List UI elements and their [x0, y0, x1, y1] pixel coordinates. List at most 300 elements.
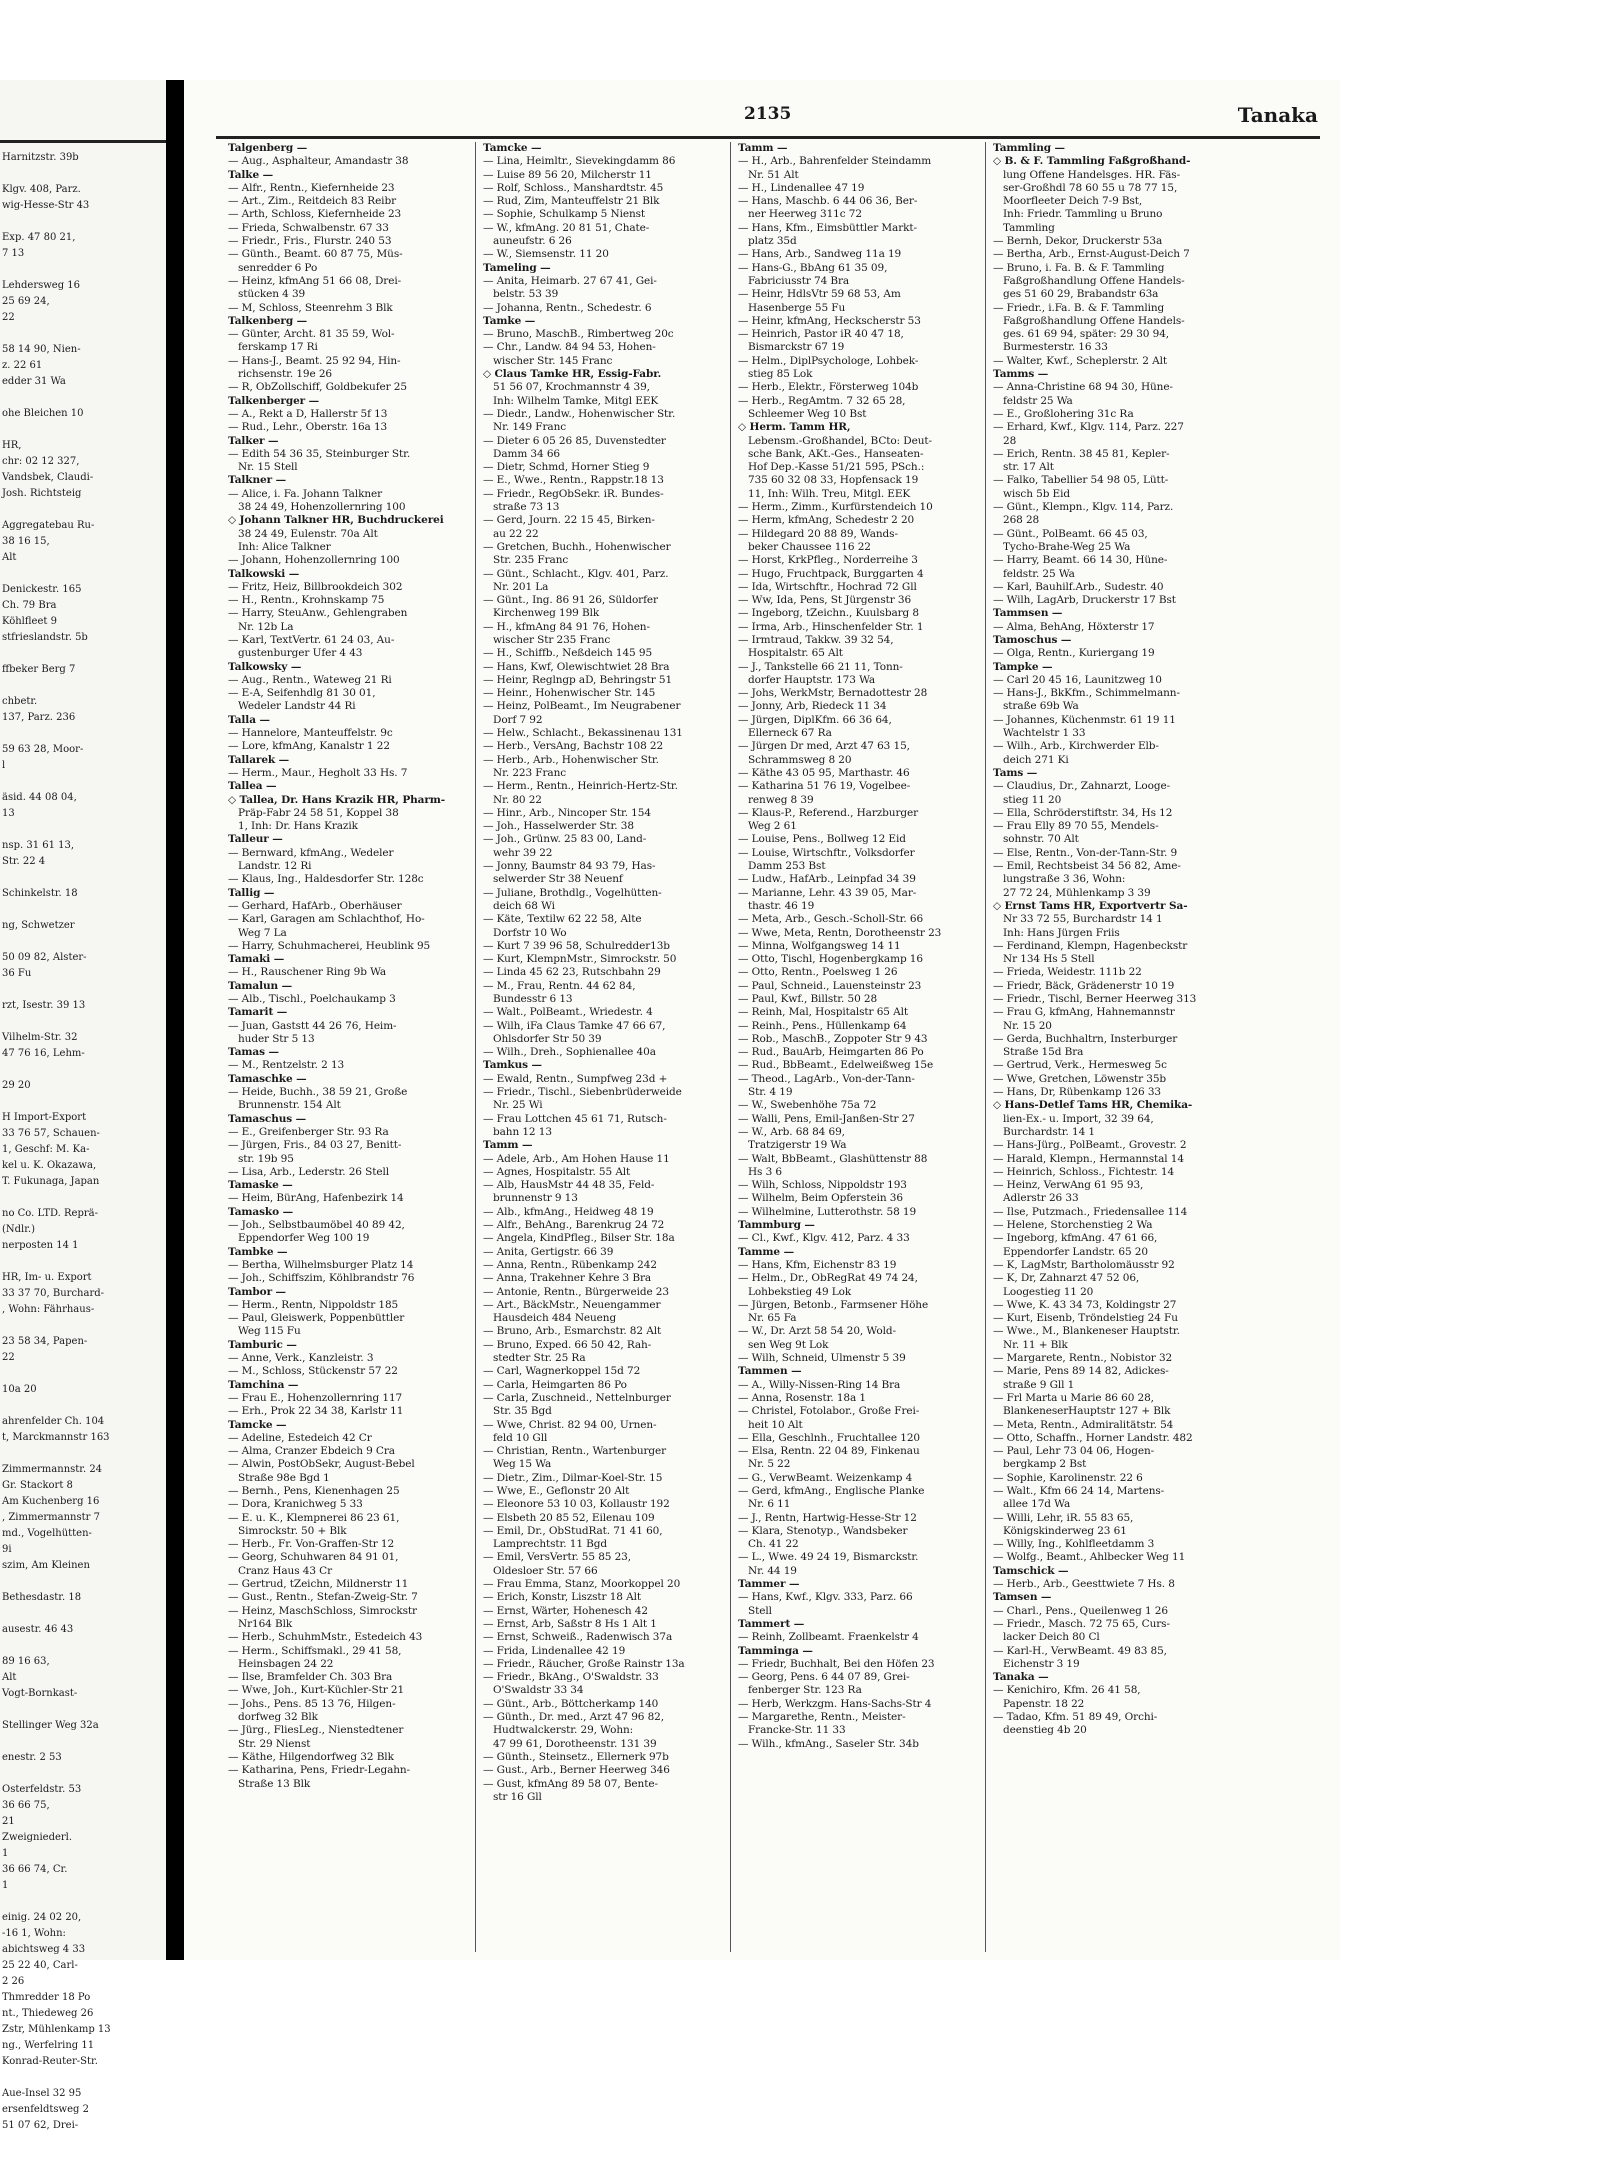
left-page-line: Am Kuchenberg 16 [2, 1496, 100, 1507]
directory-entry: — Chr., Landw. 84 94 53, Hohen- [483, 341, 656, 354]
directory-entry: platz 35d [748, 235, 797, 248]
left-page-line: 13 [2, 808, 15, 819]
directory-entry: — Rob., MaschB., Zoppoter Str 9 43 [738, 1032, 928, 1045]
left-page-line: Aue-Insel 32 95 [2, 2088, 82, 2099]
directory-entry: — Herb., RegAmtm. 7 32 65 28, [738, 394, 906, 407]
directory-entry: Nr. 12b La [238, 620, 294, 633]
directory-entry: — Herb., Arb., Hohenwischer Str. [483, 753, 659, 766]
directory-entry: sohnstr. 70 Alt [1003, 833, 1079, 846]
directory-entry: — Harry, SteuAnw., Gehlengraben [228, 607, 408, 620]
directory-entry: — Ilse, Putzmach., Friedensallee 114 [993, 1205, 1188, 1218]
directory-entry: stieg 85 Lok [748, 368, 813, 381]
left-page-line: rzt, Isestr. 39 13 [2, 1000, 86, 1011]
directory-entry: — Bertha, Wilhelmsburger Platz 14 [228, 1258, 414, 1271]
left-page-line: 10a 20 [2, 1384, 37, 1395]
directory-entry: — Bernh, Dekor, Druckerstr 53a [993, 235, 1163, 248]
directory-entry: Hudtwalckerstr. 29, Wohn: [493, 1724, 634, 1737]
left-page-header-rule [0, 140, 166, 143]
directory-entry: — Otto, Rentn., Poelsweg 1 26 [738, 966, 898, 979]
directory-entry: — Käthe, Hilgendorfweg 32 Blk [228, 1750, 394, 1763]
directory-entry: — Helm., Dr., ObRegRat 49 74 24, [738, 1272, 918, 1285]
directory-entry: — Jonny, Baumstr 84 93 79, Has- [483, 860, 656, 873]
directory-entry: — Lore, kfmAng, Kanalstr 1 22 [228, 740, 390, 753]
directory-entry: deich 68 Wi [493, 899, 555, 912]
firm-entry: ◇ Johann Talkner HR, Buchdruckerei [228, 514, 444, 527]
left-page-line: Alt [2, 552, 17, 563]
surname-heading: Tamkus — [483, 1059, 542, 1072]
left-page-text [0, 150, 166, 2134]
directory-entry: Hausdeich 484 Neueng [493, 1312, 617, 1325]
directory-entry: — E. u. K., Klempnerei 86 23 61, [228, 1511, 400, 1524]
left-page-line [0, 678, 166, 694]
directory-entry: — Luise 89 56 20, Milcherstr 11 [483, 168, 652, 181]
directory-entry: 28 [1003, 434, 1017, 447]
directory-entry: — Gerda, Buchhaltrn, Insterburger [993, 1032, 1178, 1045]
directory-entry: — Wilhelm, Beim Opferstein 36 [738, 1192, 903, 1205]
left-page-line: Zimmermannstr. 24 [2, 1464, 103, 1475]
directory-entry: — Hannelore, Manteuffelstr. 9c [228, 727, 393, 740]
directory-entry: Nr. 11 + Blk [1003, 1338, 1068, 1351]
directory-entry: — Rud., Lehr., Oberstr. 16a 13 [228, 421, 388, 434]
left-page-line: Alt [2, 1672, 17, 1683]
directory-entry: — Herm., Zimm., Kurfürstendeich 10 [738, 501, 933, 514]
surname-heading: Tamme — [738, 1245, 794, 1258]
directory-entry: — Frl Marta u Marie 86 60 28, [993, 1391, 1154, 1404]
directory-entry: — Friedr, Buchhalt, Bei den Höfen 23 [738, 1657, 935, 1670]
left-page-line: 36 66 75, [2, 1800, 50, 1811]
directory-entry: — H., Arb., Bahrenfelder Steindamm [738, 155, 932, 168]
left-page-line: Vilhelm-Str. 32 [2, 1032, 78, 1043]
directory-entry: Straße 13 Blk [238, 1777, 311, 1790]
directory-entry: — H., kfmAng 84 91 76, Hohen- [483, 620, 650, 633]
directory-entry: — A., Rekt a D, Hallerstr 5f 13 [228, 407, 388, 420]
left-page-line: , Wohn: Fährhaus- [2, 1304, 95, 1315]
directory-entry: — Herb., VersAng, Bachstr 108 22 [483, 740, 664, 753]
left-page-line: 23 58 34, Papen- [2, 1336, 88, 1347]
directory-entry: — Christian, Rentn., Wartenburger [483, 1445, 667, 1458]
left-page-line [0, 1574, 166, 1590]
directory-entry: — Carl, Wagnerkoppel 15d 72 [483, 1365, 641, 1378]
directory-entry: — Hugo, Fruchtpack, Burggarten 4 [738, 567, 924, 580]
directory-entry: — Marianne, Lehr. 43 39 05, Mar- [738, 886, 917, 899]
left-page-line [0, 1446, 166, 1462]
directory-entry: — Anita, Heimarb. 27 67 41, Gei- [483, 274, 657, 287]
directory-entry: — Ferdinand, Klempn, Hagenbeckstr [993, 939, 1188, 952]
surname-heading: Tamaske — [228, 1179, 293, 1192]
directory-entry: Nr. 5 22 [748, 1458, 791, 1471]
directory-entry: Schrammsweg 8 20 [748, 753, 852, 766]
directory-entry: Inh: Hans Jürgen Friis [1003, 926, 1120, 939]
directory-entry: — Karl, Garagen am Schlachthof, Ho- [228, 913, 425, 926]
directory-entry: Königskinderweg 23 61 [1003, 1524, 1127, 1537]
left-page-line: Osterfeldstr. 53 [2, 1784, 82, 1795]
directory-entry: Inh: Wilhelm Tamke, Mitgl EEK [493, 394, 659, 407]
directory-entry: — Heinrich, Schloss., Fichtestr. 14 [993, 1165, 1175, 1178]
directory-entry: — Irma, Arb., Hinschenfelder Str. 1 [738, 620, 924, 633]
directory-entry: Tammling [1003, 221, 1055, 234]
directory-entry: Faßgroßhandlung Offene Handels- [1003, 314, 1185, 327]
left-page-line [0, 774, 166, 790]
directory-entry: — Klaus, Ing., Haldesdorfer Str. 128c [228, 873, 424, 886]
directory-entry: — Diedr., Landw., Hohenwischer Str. [483, 407, 676, 420]
left-page-line: ersenfeldtsweg 2 [2, 2104, 89, 2115]
directory-entry: — Hans, Kwf, Olewischtwiet 28 Bra [483, 660, 670, 673]
surname-heading: Tamaschus — [228, 1112, 307, 1125]
directory-entry: — Bruno, Arb., Esmarchstr. 82 Alt [483, 1325, 662, 1338]
directory-entry: — A., Willy-Nissen-Ring 14 Bra [738, 1378, 901, 1391]
directory-entry: Loogestieg 11 20 [1003, 1285, 1094, 1298]
left-page-line: (Ndlr.) [2, 1224, 36, 1235]
left-page-line: äsid. 44 08 04, [2, 792, 77, 803]
directory-entry: — H., Rauschener Ring 9b Wa [228, 966, 387, 979]
directory-entry: — Adeline, Estedeich 42 Cr [228, 1431, 372, 1444]
directory-entry: — Lina, Heimltr., Sievekingdamm 86 [483, 155, 676, 168]
directory-entry: Wedeler Landstr 44 Ri [238, 700, 356, 713]
left-page-line: 51 07 62, Drei- [2, 2120, 79, 2131]
directory-entry: — Heinr, kfmAng, Heckscherstr 53 [738, 314, 921, 327]
directory-entry: — Wolfg., Beamt., Ahlbecker Weg 11 [993, 1551, 1186, 1564]
directory-entry: — Olga, Rentn., Kuriergang 19 [993, 647, 1155, 660]
firm-entry: ◇ B. & F. Tammling Faßgroßhand- [993, 155, 1191, 168]
surname-heading: Tamm — [483, 1139, 533, 1152]
left-page-line: Gr. Stackort 8 [2, 1480, 73, 1491]
directory-entry: Nr 134 Hs 5 Stell [1003, 953, 1095, 966]
surname-heading: Tamm — [738, 142, 788, 154]
directory-entry: — Hinr., Arb., Nincoper Str. 154 [483, 806, 651, 819]
directory-entry: Tycho-Brahe-Weg 25 Wa [1003, 540, 1131, 553]
directory-entry: Nr164 Blk [238, 1617, 293, 1630]
surname-heading: Tamchina — [228, 1378, 299, 1391]
left-page-line: no Co. LTD. Reprä- [2, 1208, 98, 1219]
directory-entry: lungstraße 3 36, Wohn: [1003, 873, 1126, 886]
directory-entry: — Heide, Buchh., 38 59 21, Große [228, 1086, 408, 1099]
firm-entry: ◇ Tallea, Dr. Hans Krazik HR, Pharm- [228, 793, 446, 806]
left-page-line: 36 66 74, Cr. [2, 1864, 68, 1875]
directory-entry: — Emil, Rechtsbeist 34 56 82, Ame- [993, 860, 1181, 873]
left-page-line: nt., Thiedeweg 26 [2, 2008, 94, 2019]
left-page-line [0, 502, 166, 518]
directory-entry: ges 51 60 29, Brabandstr 63a [1003, 288, 1159, 301]
surname-heading: Talkner — [228, 474, 286, 487]
left-page-line: wig-Hesse-Str 43 [2, 200, 90, 211]
surname-heading: Tallea — [228, 780, 277, 793]
directory-entry: wischer Str 235 Franc [493, 633, 611, 646]
surname-heading: Tamas — [228, 1046, 279, 1059]
directory-entry: wischer Str. 145 Franc [493, 354, 613, 367]
left-page-line: T. Fukunaga, Japan [2, 1176, 100, 1187]
directory-entry: — Wwe, Meta, Rentn, Dorotheenstr 23 [738, 926, 942, 939]
directory-entry: — Sophie, Karolinenstr. 22 6 [993, 1471, 1143, 1484]
directory-entry: — Johs, WerkMstr, Bernadottestr 28 [738, 687, 928, 700]
directory-entry: — Meta, Arb., Gesch.-Scholl-Str. 66 [738, 913, 924, 926]
directory-columns [224, 142, 1324, 1952]
directory-entry: brunnenstr 9 13 [493, 1192, 578, 1205]
directory-entry: — Wwe, Joh., Kurt-Küchler-Str 21 [228, 1684, 405, 1697]
left-page-line: Harnitzstr. 39b [2, 152, 79, 163]
left-page-line: ohe Bleichen 10 [2, 408, 84, 419]
directory-entry: — Paul, Gleiswerk, Poppenbüttler [228, 1312, 405, 1325]
left-page-line: 33 37 70, Burchard- [2, 1288, 105, 1299]
left-page-line: 38 16 15, [2, 536, 50, 547]
directory-entry: — M, Schloss, Steenrehm 3 Blk [228, 301, 393, 314]
directory-entry: — Heinz, VerwAng 61 95 93, [993, 1179, 1144, 1192]
directory-entry: — Gust, kfmAng 89 58 07, Bente- [483, 1777, 658, 1790]
directory-entry: — Günth., Dr. med., Arzt 47 96 82, [483, 1711, 664, 1724]
directory-entry: — Reinh, Zollbeamt. Fraenkelstr 4 [738, 1631, 919, 1644]
left-page-fragment [0, 80, 166, 2131]
directory-entry: — Karl-H., VerwBeamt. 49 83 85, [993, 1644, 1167, 1657]
directory-entry: — Bruno, Exped. 66 50 42, Rah- [483, 1338, 652, 1351]
left-page-line: t, Marckmannstr 163 [2, 1432, 110, 1443]
left-page-line [0, 1398, 166, 1414]
scanned-spread [0, 80, 1340, 2131]
directory-entry: — Minna, Wolfgangsweg 14 11 [738, 939, 901, 952]
directory-entry: — Walt, BbBeamt., Glashüttenstr 88 [738, 1152, 928, 1165]
directory-entry: — Margarethe, Rentn., Meister- [738, 1711, 906, 1724]
directory-entry: — Ella, Geschlnh., Fruchtallee 120 [738, 1431, 920, 1444]
left-page-line: -16 1, Wohn: [2, 1928, 66, 1939]
directory-entry: — Gerd, kfmAng., Englische Planke [738, 1484, 925, 1497]
directory-entry: — J., Tankstelle 66 21 11, Tonn- [738, 660, 903, 673]
directory-entry: Nr. 25 Wi [493, 1099, 543, 1112]
directory-entry: — Erh., Prok 22 34 38, Karlstr 11 [228, 1405, 404, 1418]
directory-entry: feldstr 25 Wa [1003, 394, 1073, 407]
directory-entry: — Johann, Hohenzollernring 100 [228, 554, 400, 567]
directory-entry: — Heim, BürAng, Hafenbezirk 14 [228, 1192, 404, 1205]
directory-entry: — Gerhard, HafArb., Oberhäuser [228, 899, 402, 912]
left-page-line [0, 1894, 166, 1910]
left-page-line: 89 16 63, [2, 1656, 50, 1667]
left-page-line [0, 1062, 166, 1078]
firm-entry: ◇ Herm. Tamm HR, [738, 421, 851, 434]
directory-entry: — Friedr., BkAng., O'Swaldstr. 33 [483, 1671, 659, 1684]
directory-entry: — Ingeborg, kfmAng. 47 61 66, [993, 1232, 1158, 1245]
left-page-line: Klgv. 408, Parz. [2, 184, 81, 195]
directory-entry: Eppendorfer Weg 100 19 [238, 1232, 370, 1245]
directory-column-4 [989, 142, 1241, 1952]
surname-heading: Tamburic — [228, 1338, 297, 1351]
left-page-line: abichtsweg 4 33 [2, 1944, 86, 1955]
directory-entry: — Käte, Textilw 62 22 58, Alte [483, 913, 642, 926]
directory-entry: str. 19b 95 [238, 1152, 294, 1165]
left-page-line: Zweigniederl. [2, 1832, 73, 1843]
surname-heading: Tammert — [738, 1617, 805, 1630]
directory-entry: dorfer Hauptstr. 173 Wa [748, 673, 876, 686]
left-page-line: 1, Geschf: M. Ka- [2, 1144, 90, 1155]
directory-entry: — Fritz, Heiz, Billbrookdeich 302 [228, 580, 403, 593]
directory-entry: Nr. 65 Fa [748, 1312, 797, 1325]
directory-entry: — Ernst, Schweiß., Radenwisch 37a [483, 1631, 673, 1644]
directory-entry: Str. 29 Nienst [238, 1737, 311, 1750]
directory-entry: — Kurt, KlempnMstr., Simrockstr. 50 [483, 953, 677, 966]
directory-entry: — Alfr., Rentn., Kiefernheide 23 [228, 181, 395, 194]
left-page-line: Lehdersweg 16 [2, 280, 81, 291]
directory-entry: Nr 33 72 55, Burchardstr 14 1 [1003, 913, 1163, 926]
directory-entry: — Alwin, PostObSekr, August-Bebel [228, 1458, 415, 1471]
left-page-line [0, 1014, 166, 1030]
left-page-line: 137, Parz. 236 [2, 712, 76, 723]
directory-entry: — H., Rentn., Krohnskamp 75 [228, 594, 385, 607]
directory-entry: — Heinz, PolBeamt., Im Neugrabener [483, 700, 681, 713]
directory-entry: Hs 3 6 [748, 1165, 782, 1178]
directory-entry: Ellerneck 67 Ra [748, 727, 832, 740]
directory-entry: — Joh., Selbstbaumöbel 40 89 42, [228, 1219, 405, 1232]
left-page-line: Str. 22 4 [2, 856, 46, 867]
directory-entry: — Elsbeth 20 85 52, Eilenau 109 [483, 1511, 655, 1524]
directory-entry: — Ella, Schröderstiftstr. 34, Hs 12 [993, 806, 1173, 819]
directory-entry: — Paul, Schneid., Lauensteinstr 23 [738, 979, 922, 992]
directory-entry: — Hans-J., BkKfm., Schimmelmann- [993, 687, 1180, 700]
directory-entry: — Gerd, Journ. 22 15 45, Birken- [483, 514, 655, 527]
left-page-line: stfrieslandstr. 5b [2, 632, 88, 643]
surname-heading: Tanaka — [993, 1671, 1049, 1684]
left-page-line: 22 [2, 1352, 15, 1363]
directory-entry: — Helene, Storchenstieg 2 Wa [993, 1219, 1153, 1232]
left-page-line: edder 31 Wa [2, 376, 66, 387]
directory-entry: — M., Rentzelstr. 2 13 [228, 1059, 345, 1072]
directory-entry: — Hans, Kwf., Klgv. 333, Parz. 66 [738, 1591, 913, 1604]
directory-entry: — E., Wwe., Rentn., Rappstr.18 13 [483, 474, 664, 487]
directory-entry: — Otto, Tischl, Hogenbergkamp 16 [738, 953, 923, 966]
directory-entry: Faßgroßhandlung Offene Handels- [1003, 274, 1185, 287]
directory-entry: — Jürgen, DiplKfm. 66 36 64, [738, 713, 892, 726]
left-page-line: ng, Schwetzer [2, 920, 75, 931]
directory-entry: — Günter, Archt. 81 35 59, Wol- [228, 328, 395, 341]
directory-entry: — Otto, Schaffn., Horner Landstr. 482 [993, 1431, 1193, 1444]
directory-entry: Ohlsdorfer Str 50 39 [493, 1032, 602, 1045]
directory-entry: heit 10 Alt [748, 1418, 803, 1431]
directory-entry: — Herm., Maur., Hegholt 33 Hs. 7 [228, 766, 408, 779]
left-page-line: Schinkelstr. 18 [2, 888, 78, 899]
directory-entry: sen Weg 9t Lok [748, 1338, 829, 1351]
directory-entry: — Paul, Lehr 73 04 06, Hogen- [993, 1445, 1155, 1458]
directory-entry: Hasenberge 55 Fu [748, 301, 846, 314]
directory-entry: — Falko, Tabellier 54 98 05, Lütt- [993, 474, 1169, 487]
directory-entry: — Adele, Arb., Am Hohen Hause 11 [483, 1152, 670, 1165]
directory-entry: lacker Deich 80 Cl [1003, 1631, 1100, 1644]
directory-entry: — Frida, Lindenallee 42 19 [483, 1644, 626, 1657]
directory-entry: Brunnenstr. 154 Alt [238, 1099, 341, 1112]
directory-entry: — Friedr., Tischl, Berner Heerweg 313 [993, 993, 1197, 1005]
left-page-line: , Zimmermannstr 7 [2, 1512, 100, 1523]
left-page-line [0, 214, 166, 230]
directory-entry: — Frau Emma, Stanz, Moorkoppel 20 [483, 1578, 681, 1591]
surname-heading: Talke — [228, 168, 274, 181]
directory-entry: allee 17d Wa [1003, 1498, 1071, 1511]
directory-entry: — Harald, Klempn., Hermannstal 14 [993, 1152, 1184, 1165]
directory-entry: — Antonie, Rentn., Bürgerweide 23 [483, 1285, 669, 1298]
directory-entry: — Katharina 51 76 19, Vogelbee- [738, 780, 911, 793]
directory-entry: — Alb, HausMstr 44 48 35, Feld- [483, 1179, 655, 1192]
left-page-line: Thmredder 18 Po [2, 1992, 91, 2003]
directory-entry: Fabriciusstr 74 Bra [748, 274, 850, 287]
directory-entry: Papenstr. 18 22 [1003, 1697, 1085, 1710]
directory-entry: — Gust., Arb., Berner Heerweg 346 [483, 1764, 670, 1777]
directory-entry: — Wilh, iFa Claus Tamke 47 66 67, [483, 1019, 666, 1032]
left-page-line [0, 326, 166, 342]
directory-entry: — Joh., Hasselwerder Str. 38 [483, 820, 634, 833]
directory-entry: Nr. 80 22 [493, 793, 542, 806]
directory-entry: — Karl, TextVertr. 61 24 03, Au- [228, 633, 395, 646]
directory-entry: ges. 61 69 94, später: 29 30 94, [1003, 328, 1170, 341]
directory-entry: — Paul, Kwf., Billstr. 50 28 [738, 993, 878, 1005]
directory-entry: bahn 12 13 [493, 1125, 552, 1138]
directory-entry: — Claudius, Dr., Zahnarzt, Looge- [993, 780, 1171, 793]
directory-entry: — Gertrud, Verk., Hermesweg 5c [993, 1059, 1167, 1072]
left-page-line: 25 22 40, Carl- [2, 1960, 78, 1971]
page-margin-right [1340, 0, 1600, 2177]
directory-entry: 47 99 61, Dorotheenstr. 131 39 [493, 1737, 657, 1750]
directory-entry: — Frieda, Schwalbenstr. 67 33 [228, 221, 389, 234]
directory-entry: — Friedr., Tischl., Siebenbrüderweide [483, 1086, 682, 1099]
directory-entry: 38 24 49, Eulenstr. 70a Alt [238, 527, 378, 540]
directory-entry: belstr. 53 39 [493, 288, 559, 301]
directory-entry: — Günth., Steinsetz., Ellernerk 97b [483, 1750, 669, 1763]
directory-entry: — Herm, kfmAng, Schedestr 2 20 [738, 514, 915, 527]
left-page-line [0, 902, 166, 918]
directory-entry: Simrockstr. 50 + Blk [238, 1524, 347, 1537]
directory-entry: — Emil, Dr., ObStudRat. 71 41 60, [483, 1524, 663, 1537]
left-page-line: Ch. 79 Bra [2, 600, 57, 611]
directory-entry: — Edith 54 36 35, Steinburger Str. [228, 447, 411, 460]
directory-entry: renweg 8 39 [748, 793, 814, 806]
directory-entry: — Jürgen, Betonb., Farmsener Höhe [738, 1298, 929, 1311]
directory-entry: — Alb., Tischl., Poelchaukamp 3 [228, 993, 396, 1005]
directory-entry: — Anna, Trakehner Kehre 3 Bra [483, 1272, 652, 1285]
left-page-line [0, 1702, 166, 1718]
surname-heading: Talkowsky — [228, 660, 302, 673]
surname-heading: Talgenberg — [228, 142, 308, 154]
directory-entry: 1, Inh: Dr. Hans Krazik [238, 820, 358, 833]
directory-entry: — Erich, Konstr, Liszstr 18 Alt [483, 1591, 641, 1604]
directory-entry: lung Offene Handelsges. HR. Fäs- [1003, 168, 1181, 181]
left-page-line: szim, Am Kleinen [2, 1560, 90, 1571]
directory-entry: — Reinh., Pens., Hüllenkamp 64 [738, 1019, 907, 1032]
directory-entry: — Rolf, Schloss., Manshardtstr. 45 [483, 181, 664, 194]
directory-entry: — Marie, Pens 89 14 82, Adickes- [993, 1365, 1169, 1378]
directory-entry: au 22 22 [493, 527, 539, 540]
directory-entry: wehr 39 22 [493, 846, 553, 859]
directory-entry: — Wilh., Dreh., Sophienallee 40a [483, 1046, 656, 1059]
left-page-line: 9i [2, 1544, 12, 1555]
directory-entry: — Johanna, Rentn., Schedestr. 6 [483, 301, 652, 314]
directory-entry: — Charl., Pens., Queilenweg 1 26 [993, 1604, 1168, 1617]
directory-entry: — Sophie, Schulkamp 5 Nienst [483, 208, 646, 221]
book-gutter [166, 80, 184, 1960]
left-page-line: 33 76 57, Schauen- [2, 1128, 100, 1139]
directory-entry: Dorfstr 10 Wo [493, 926, 567, 939]
left-page-line [0, 1766, 166, 1782]
left-page-line: enestr. 2 53 [2, 1752, 62, 1763]
directory-entry: — Anna, Rosenstr. 18a 1 [738, 1391, 866, 1404]
directory-entry: — Heinr, Reglngp aD, Behringstr 51 [483, 673, 673, 686]
left-page-line: ffbeker Berg 7 [2, 664, 76, 675]
directory-entry: — Dietr, Schmd, Horner Stieg 9 [483, 461, 650, 474]
directory-entry: fenberger Str. 123 Ra [748, 1684, 862, 1697]
surname-heading: Tampke — [993, 660, 1053, 673]
directory-entry: — Frieda, Weidestr. 111b 22 [993, 966, 1142, 979]
directory-entry: Inh: Alice Talkner [238, 540, 331, 553]
left-page-line: Köhlfleet 9 [2, 616, 57, 627]
directory-entry: Weg 15 Wa [493, 1458, 552, 1471]
left-page-line: kel u. K. Okazawa, [2, 1160, 97, 1171]
directory-entry: — Dieter 6 05 26 85, Duvenstedter [483, 434, 666, 447]
directory-entry: — Bernh., Pens, Kienenhagen 25 [228, 1484, 400, 1497]
left-page-line [0, 870, 166, 886]
surname-heading: Tambke — [228, 1245, 288, 1258]
directory-entry: — Erhard, Kwf., Klgv. 114, Parz. 227 [993, 421, 1184, 434]
left-page-line [0, 422, 166, 438]
